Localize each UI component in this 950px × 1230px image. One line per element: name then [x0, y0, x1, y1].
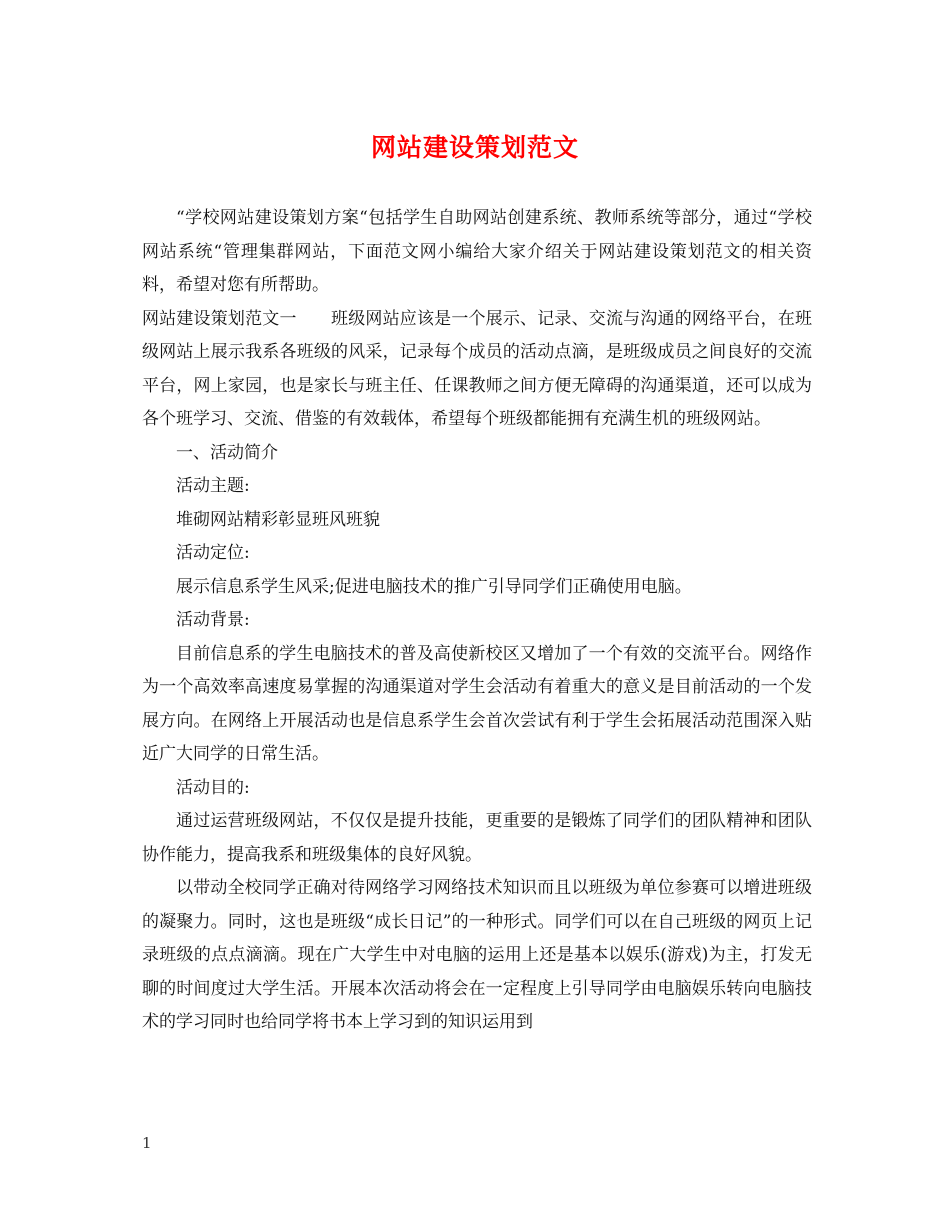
section-heading-activity-intro: 一、活动简介 — [176, 442, 278, 463]
document-body — [142, 202, 812, 1040]
label-activity-positioning: 活动定位: — [176, 543, 250, 563]
text-activity-positioning: 展示信息系学生风采;促进电脑技术的推广引导同学们正确使用电脑。 — [176, 576, 692, 597]
label-activity-theme: 活动主题: — [176, 476, 250, 496]
page-number: 1 — [142, 1134, 152, 1152]
text-activity-background: 目前信息系的学生电脑技术的普及高使新校区又增加了一个有效的交流平台。网络作为一个高效率高速度易掌握的沟通渠道对学生会活动有着重大的意义是目前活动的一个发展方向。在网络上开展活动也是信息系学生会首次尝试有利于学生会拓展活动范围深入贴近广大同学的日常生活。 — [142, 643, 812, 764]
text-activity-purpose: 通过运营班级网站，不仅仅是提升技能，更重要的是锻炼了同学们的团队精神和团队协作能力，提高我系和班级集体的良好风貌。 — [142, 811, 812, 865]
label-activity-purpose: 活动目的: — [176, 777, 250, 798]
text-activity-purpose-continued: 以带动全校同学正确对待网络学习网络技术知识而且以班级为单位参赛可以增进班级的凝聚力。同时，这也是班级“成长日记”的一种形式。同学们可以在自己班级的网页上记录班级的点点滴滴。现在广大学生中对电脑的运用上还是基本以娱乐(游戏)为主，打发无聊的时间度过大学生活。开展本次活动将会在一定程度上引导同学由电脑娱乐转向电脑技术的学习同时也给同学将书本上学习到的知识运用到 — [142, 878, 812, 1032]
paragraph-intro: “学校网站建设策划方案“包括学生自助网站创建系统、教师系统等部分，通过“学校网站系统“管理集群网站，下面范文网小编给大家介绍关于网站建设策划范文的相关资料，希望对您有所帮助。 — [142, 208, 812, 295]
paragraph-sample-one: 网站建设策划范文一 班级网站应该是一个展示、记录、交流与沟通的网络平台，在班级网站上展示我系各班级的风采，记录每个成员的活动点滴，是班级成员之间良好的交流平台，网上家园，也是家长与班主任、任课教师之间方便无障碍的沟通渠道，还可以成为各个班学习、交流、借鉴的有效载体，希望每个班级都能拥有充满生机的班级网站。 — [142, 308, 812, 429]
text-activity-theme: 堆砌网站精彩彰显班风班貌 — [176, 509, 380, 530]
label-activity-background: 活动背景: — [176, 610, 250, 630]
document-title: 网站建设策划范文 — [370, 133, 579, 162]
